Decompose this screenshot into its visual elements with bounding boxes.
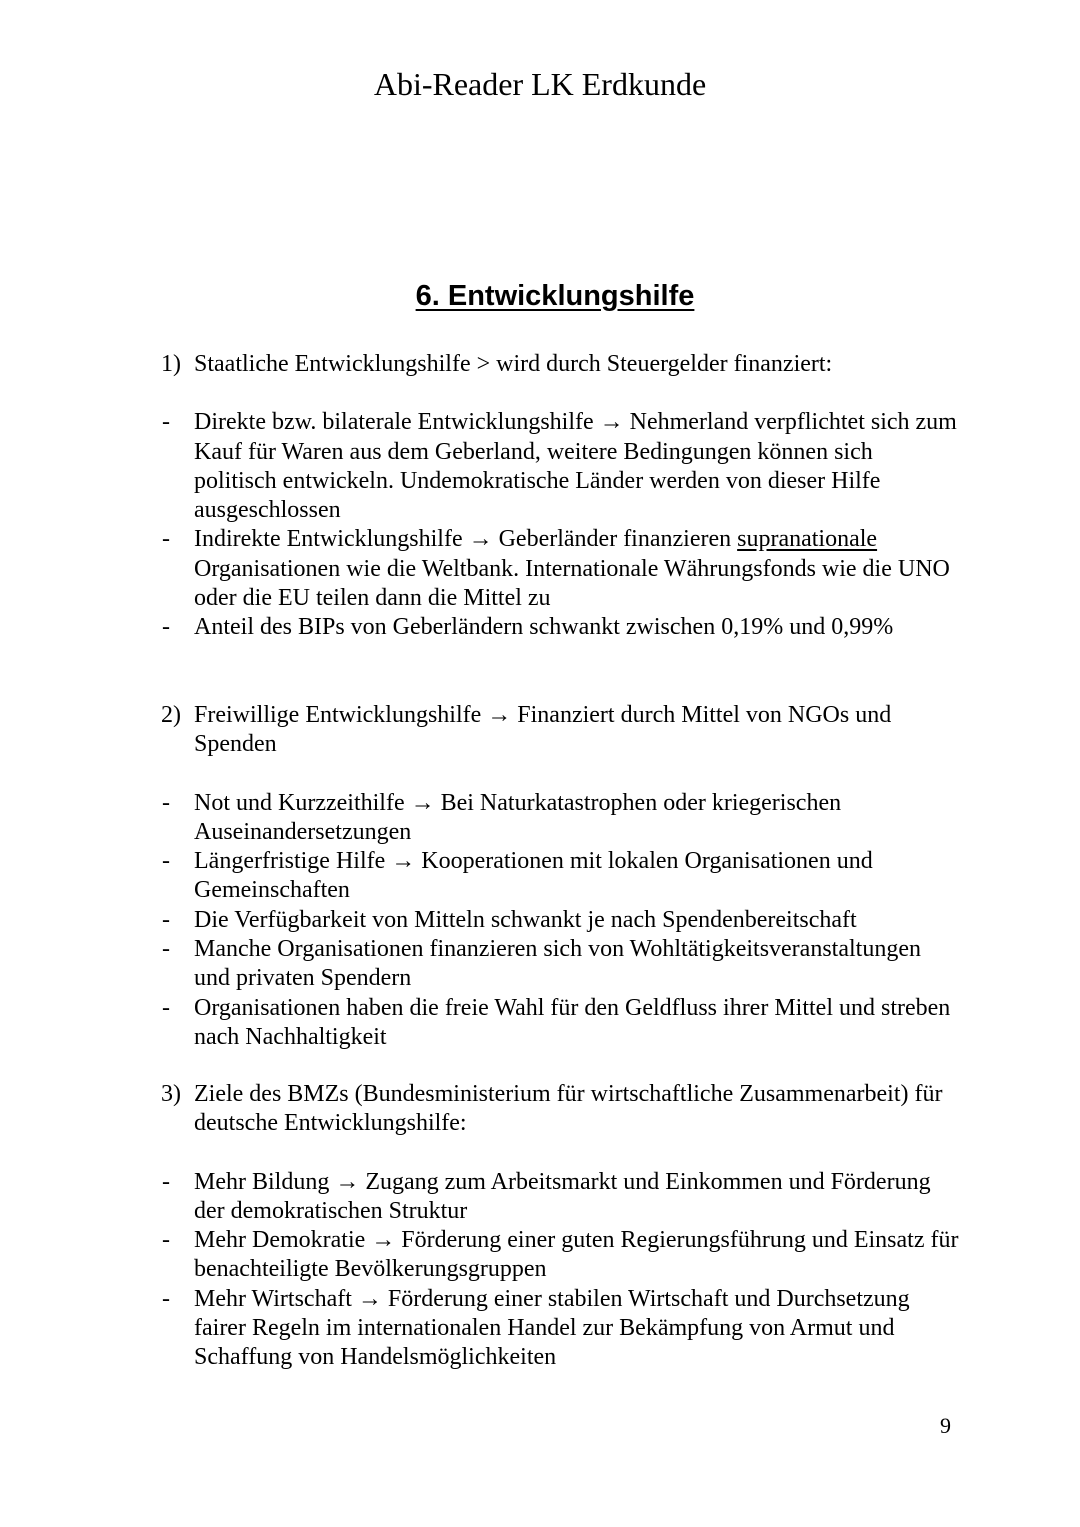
list-item [161, 1285, 961, 1373]
list-item [161, 994, 961, 1053]
page-number: 9 [940, 1413, 951, 1438]
list-item [161, 789, 961, 848]
list-item [161, 1168, 961, 1227]
list-item [161, 408, 961, 525]
list-item-text [194, 525, 961, 613]
list-item-text: Mehr Demokratie → Förderung einer guten Regierungsführung und Einsatz für benachteiligte Bevölkerungsgruppen [194, 1227, 959, 1283]
list-item-text: Anteil des BIPs von Geberländern schwankt zwischen 0,19% und 0,99% [194, 614, 894, 641]
list-item [161, 906, 961, 935]
list-item-text-part: Indirekte Entwicklungshilfe → Geberländer finanzieren [194, 526, 738, 553]
list-item-text: Not und Kurzzeithilfe → Bei Naturkatastrophen oder kriegerischen Auseinandersetzungen [194, 789, 842, 845]
section-number: 3) [161, 1081, 181, 1107]
section-3 [161, 1080, 961, 1373]
section-2 [161, 701, 961, 1052]
section-number: 2) [161, 702, 181, 728]
bullet-dash: - [162, 1227, 170, 1254]
bullet-dash: - [162, 936, 170, 963]
list-item-text-part: Organisationen wie die Weltbank. Internationale Währungsfonds wie die UNO oder die EU teilen dann die Mittel zu [194, 555, 950, 612]
section-heading-text: Staatliche Entwicklungshilfe > wird durch Steuergelder finanziert: [194, 351, 833, 377]
section-heading-text: Freiwillige Entwicklungshilfe → Finanziert durch Mittel von NGOs und Spenden [194, 702, 892, 758]
bullet-list [161, 1168, 961, 1373]
list-item [161, 1226, 961, 1285]
list-item-text: Organisationen haben die freie Wahl für den Geldfluss ihrer Mittel und streben nach Nachhaltigkeit [194, 994, 951, 1050]
bullet-dash: - [162, 614, 170, 641]
chapter-title: 6. Entwicklungshilfe [415, 280, 695, 312]
underlined-term: supranationale [737, 526, 878, 553]
bullet-dash: - [162, 789, 170, 816]
bullet-list [161, 789, 961, 1053]
list-item-text: Mehr Wirtschaft → Förderung einer stabilen Wirtschaft und Durchsetzung fairer Regeln im internationalen Handel zur Bekämpfung von Armut und Schaffung von Handelsmöglichkeiten [194, 1285, 910, 1371]
list-item-text: Manche Organisationen finanzieren sich von Wohltätigkeitsveranstaltungen und privaten Spendern [194, 936, 921, 992]
section-number: 1) [161, 351, 181, 377]
list-item [161, 935, 961, 994]
bullet-dash: - [162, 1168, 170, 1195]
list-item-text: Die Verfügbarkeit von Mitteln schwankt je nach Spendenbereitschaft [194, 906, 857, 933]
list-item [161, 613, 961, 642]
list-item [161, 847, 961, 906]
section-heading-text: Ziele des BMZs (Bundesministerium für wirtschaftliche Zusammenarbeit) für deutsche Entwicklungshilfe: [194, 1081, 943, 1137]
page-header: Abi-Reader LK Erdkunde [373, 66, 707, 102]
list-item [161, 525, 961, 613]
bullet-dash: - [162, 409, 170, 436]
bullet-dash: - [162, 994, 170, 1021]
section-1-heading [161, 350, 961, 379]
list-item-text: Längerfristige Hilfe → Kooperationen mit lokalen Organisationen und Gemeinschaften [194, 848, 873, 904]
section-3-heading [161, 1080, 961, 1139]
list-item-text: Direkte bzw. bilaterale Entwicklungshilfe → Nehmerland verpflichtet sich zum Kauf für Waren aus dem Geberland, weitere Bedingungen können sich politisch entwickeln. Undemokratische Länder werden von dieser Hilfe ausgeschlossen [194, 409, 957, 524]
section-2-heading [161, 701, 961, 760]
bullet-dash: - [162, 526, 170, 553]
bullet-dash: - [162, 848, 170, 875]
bullet-list [161, 408, 961, 642]
bullet-dash: - [162, 1285, 170, 1312]
bullet-dash: - [162, 906, 170, 933]
section-1 [161, 350, 961, 643]
list-item-text: Mehr Bildung → Zugang zum Arbeitsmarkt und Einkommen und Förderung der demokratischen Struktur [194, 1168, 931, 1224]
